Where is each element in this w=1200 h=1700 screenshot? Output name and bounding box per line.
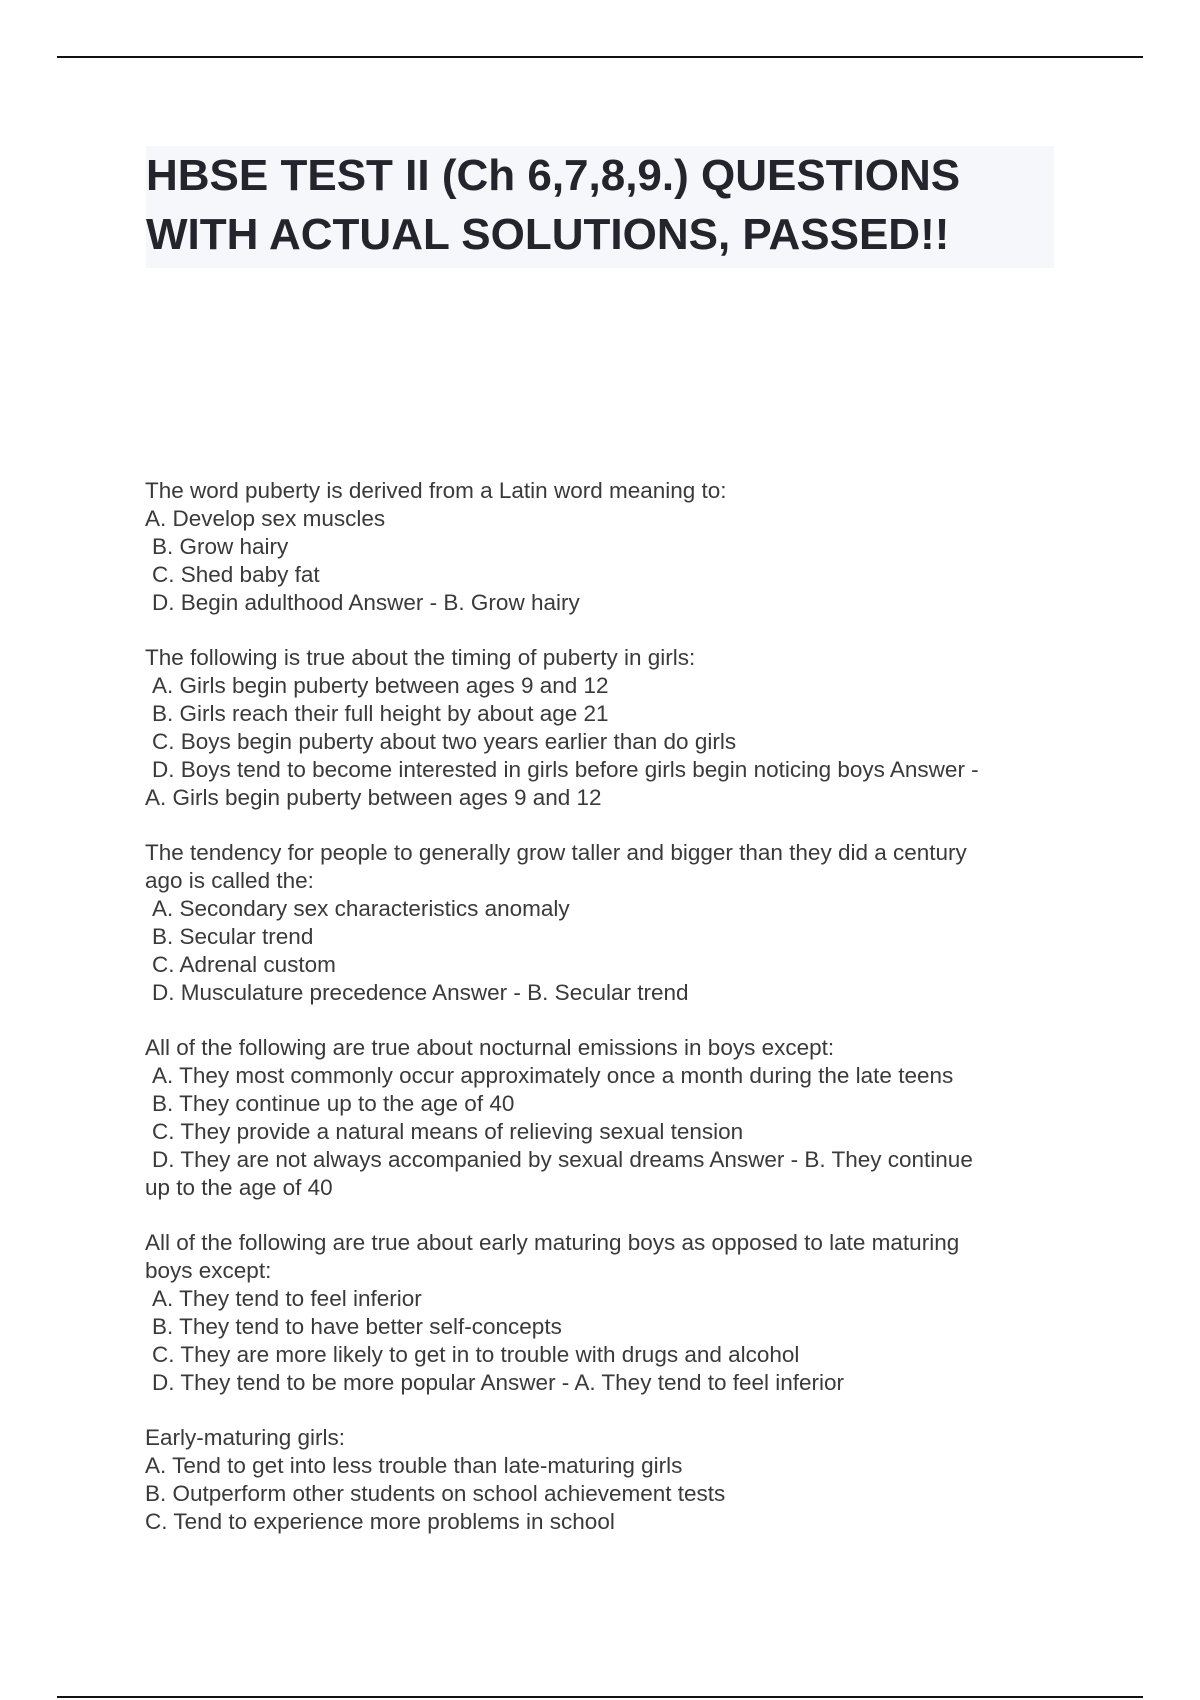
question-3 [145, 839, 1065, 1007]
question-line: boys except: [145, 1258, 272, 1283]
questions-list [145, 477, 1065, 1563]
question-5 [145, 1229, 1065, 1397]
footer-rule [57, 1696, 1143, 1698]
question-1 [145, 477, 1065, 617]
question-line: B. Girls reach their full height by about age 21 [152, 701, 609, 726]
question-line: B. Outperform other students on school achievement tests [145, 1481, 726, 1506]
question-line: A. Tend to get into less trouble than late-maturing girls [145, 1453, 683, 1478]
title-line-1: HBSE TEST II (Ch 6,7,8,9.) QUESTIONS [146, 151, 961, 200]
question-line: The tendency for people to generally grow taller and bigger than they did a century [145, 840, 967, 865]
question-line: Early-maturing girls: [145, 1425, 346, 1450]
question-line: B. They tend to have better self-concepts [152, 1314, 562, 1339]
question-4 [145, 1034, 1065, 1202]
question-line: A. Develop sex muscles [145, 506, 386, 531]
question-line: C. Adrenal custom [152, 952, 336, 977]
question-2 [145, 644, 1065, 812]
question-line: D. They tend to be more popular Answer - A. They tend to feel inferior [152, 1370, 845, 1395]
question-line: A. Girls begin puberty between ages 9 and 12 [145, 785, 602, 810]
question-line: D. Begin adulthood Answer - B. Grow hairy [152, 590, 580, 615]
question-line: D. They are not always accompanied by sexual dreams Answer - B. They continue [152, 1147, 973, 1172]
header-rule [57, 56, 1143, 58]
question-line: C. Boys begin puberty about two years earlier than do girls [152, 729, 737, 754]
question-line: B. Secular trend [152, 924, 314, 949]
question-line: C. Shed baby fat [152, 562, 320, 587]
question-line: D. Boys tend to become interested in girls before girls begin noticing boys Answer - [152, 757, 979, 782]
title-line-2: WITH ACTUAL SOLUTIONS, PASSED!! [146, 210, 950, 259]
question-line: ago is called the: [145, 868, 314, 893]
question-line: up to the age of 40 [145, 1175, 333, 1200]
question-line: All of the following are true about early maturing boys as opposed to late maturing [145, 1230, 960, 1255]
question-line: The following is true about the timing of puberty in girls: [145, 645, 696, 670]
question-line: A. Girls begin puberty between ages 9 and 12 [152, 673, 609, 698]
question-line: The word puberty is derived from a Latin word meaning to: [145, 478, 727, 503]
question-line: A. Secondary sex characteristics anomaly [152, 896, 570, 921]
question-line: A. They tend to feel inferior [152, 1286, 422, 1311]
question-line: B. Grow hairy [152, 534, 289, 559]
question-line: C. Tend to experience more problems in school [145, 1509, 615, 1534]
document-title-block [146, 146, 1054, 268]
question-line: All of the following are true about nocturnal emissions in boys except: [145, 1035, 835, 1060]
question-6 [145, 1424, 1065, 1536]
question-line: C. They provide a natural means of relieving sexual tension [152, 1119, 744, 1144]
question-line: C. They are more likely to get in to trouble with drugs and alcohol [152, 1342, 800, 1367]
question-line: D. Musculature precedence Answer - B. Secular trend [152, 980, 689, 1005]
question-line: A. They most commonly occur approximately once a month during the late teens [152, 1063, 954, 1088]
question-line: B. They continue up to the age of 40 [152, 1091, 515, 1116]
document-title [146, 146, 1054, 264]
